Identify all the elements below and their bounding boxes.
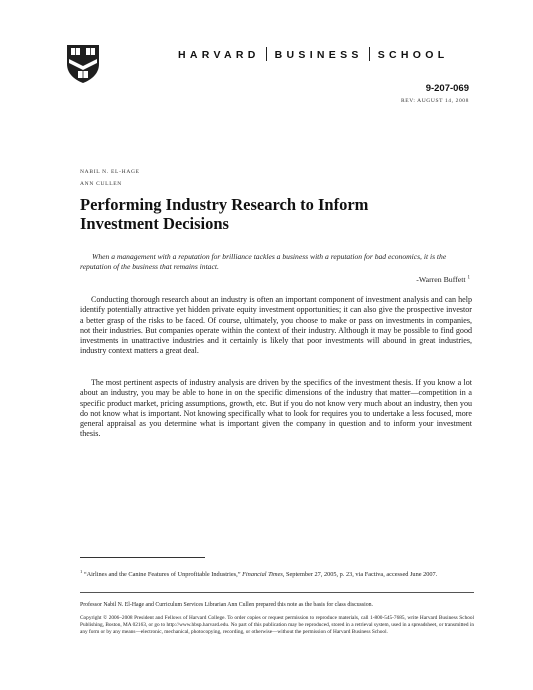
masthead-business: BUSINESS <box>274 49 363 61</box>
footnote <box>80 568 474 579</box>
masthead-divider <box>369 47 370 61</box>
author-name: ANN CULLEN <box>80 181 122 187</box>
footnote-text: “Airlines and the Canine Features of Unprofitable Industries,” <box>82 571 243 579</box>
document-title <box>80 195 470 233</box>
masthead <box>178 47 478 61</box>
attribution-name: -Warren Buffett <box>416 275 466 284</box>
footnote-number: 1 <box>80 569 83 574</box>
epigraph-attribution <box>416 275 470 284</box>
title-line: Investment Decisions <box>80 214 229 233</box>
revision-date: REV: AUGUST 14, 2008 <box>400 98 469 104</box>
footnote-marker: 1 <box>467 275 470 281</box>
author-list <box>80 166 140 190</box>
hbs-shield-icon <box>66 44 100 84</box>
preparation-note: Professor Nabil N. El-Hage and Curriculum Services Librarian Ann Cullen prepared this note as the basis for class discussion. <box>80 602 373 608</box>
document-number: 9-207-069 <box>425 83 469 94</box>
masthead-harvard: HARVARD <box>178 49 260 61</box>
author-name: NABIL N. EL-HAGE <box>80 169 140 175</box>
masthead-school: SCHOOL <box>377 49 449 61</box>
body-paragraph: The most pertinent aspects of industry analysis are driven by the specifics of the investment thesis. If you know a lot about an industry, you may be able to hone in on the specific dimensions of the industry that matter—competition in a specific product market, pricing assumptions, growth, etc. But if you do not know very much about an industry, then you do not know what is important. Not knowing specifically what to look for requires you to undertake a less focused, more general appraisal as you determine what is important given the company in question and to inform your investment thesis. <box>80 378 472 439</box>
body-paragraph: Conducting thorough research about an industry is often an important component of investment analysis and can help identify potentially attractive yet hidden private equity investment opportunities; it can also give the prospective investor a better grasp of the risks to be faced. Of course, ultimately, you choose to make or pass on investments in companies, not their industries. But companies operate within the context of their industry. Although it may be possible to find good investments in unattractive industries and it certainly is likely that poor investments will abound in great industries, industry context matters a great deal. <box>80 295 472 356</box>
copyright-notice: Copyright © 2006–2008 President and Fellows of Harvard College. To order copies or request permission to reproduce materials, call 1-800-545-7685, write Harvard Business School Publishing, Boston, MA 02163, or go to http://www.hbsp.harvard.edu. No part of this publication may be reproduced, stored in a retrieval system, used in a spreadsheet, or transmitted in any form or by any means—electronic, mechanical, photocopying, recording, or otherwise—without the permission of Harvard Business School. <box>80 615 474 636</box>
title-line: Performing Industry Research to Inform <box>80 195 369 214</box>
epigraph-quote: When a management with a reputation for brilliance tackles a business with a reputation for bad economics, it is the reputation of the business that remains intact. <box>80 252 447 271</box>
footnote-text: , September 27, 2005, p. 23, via Factiva, accessed June 2007. <box>282 571 438 579</box>
footnote-divider <box>80 557 205 558</box>
footnote-source: Financial Times <box>242 571 283 579</box>
section-divider <box>80 592 474 593</box>
masthead-divider <box>266 47 267 61</box>
